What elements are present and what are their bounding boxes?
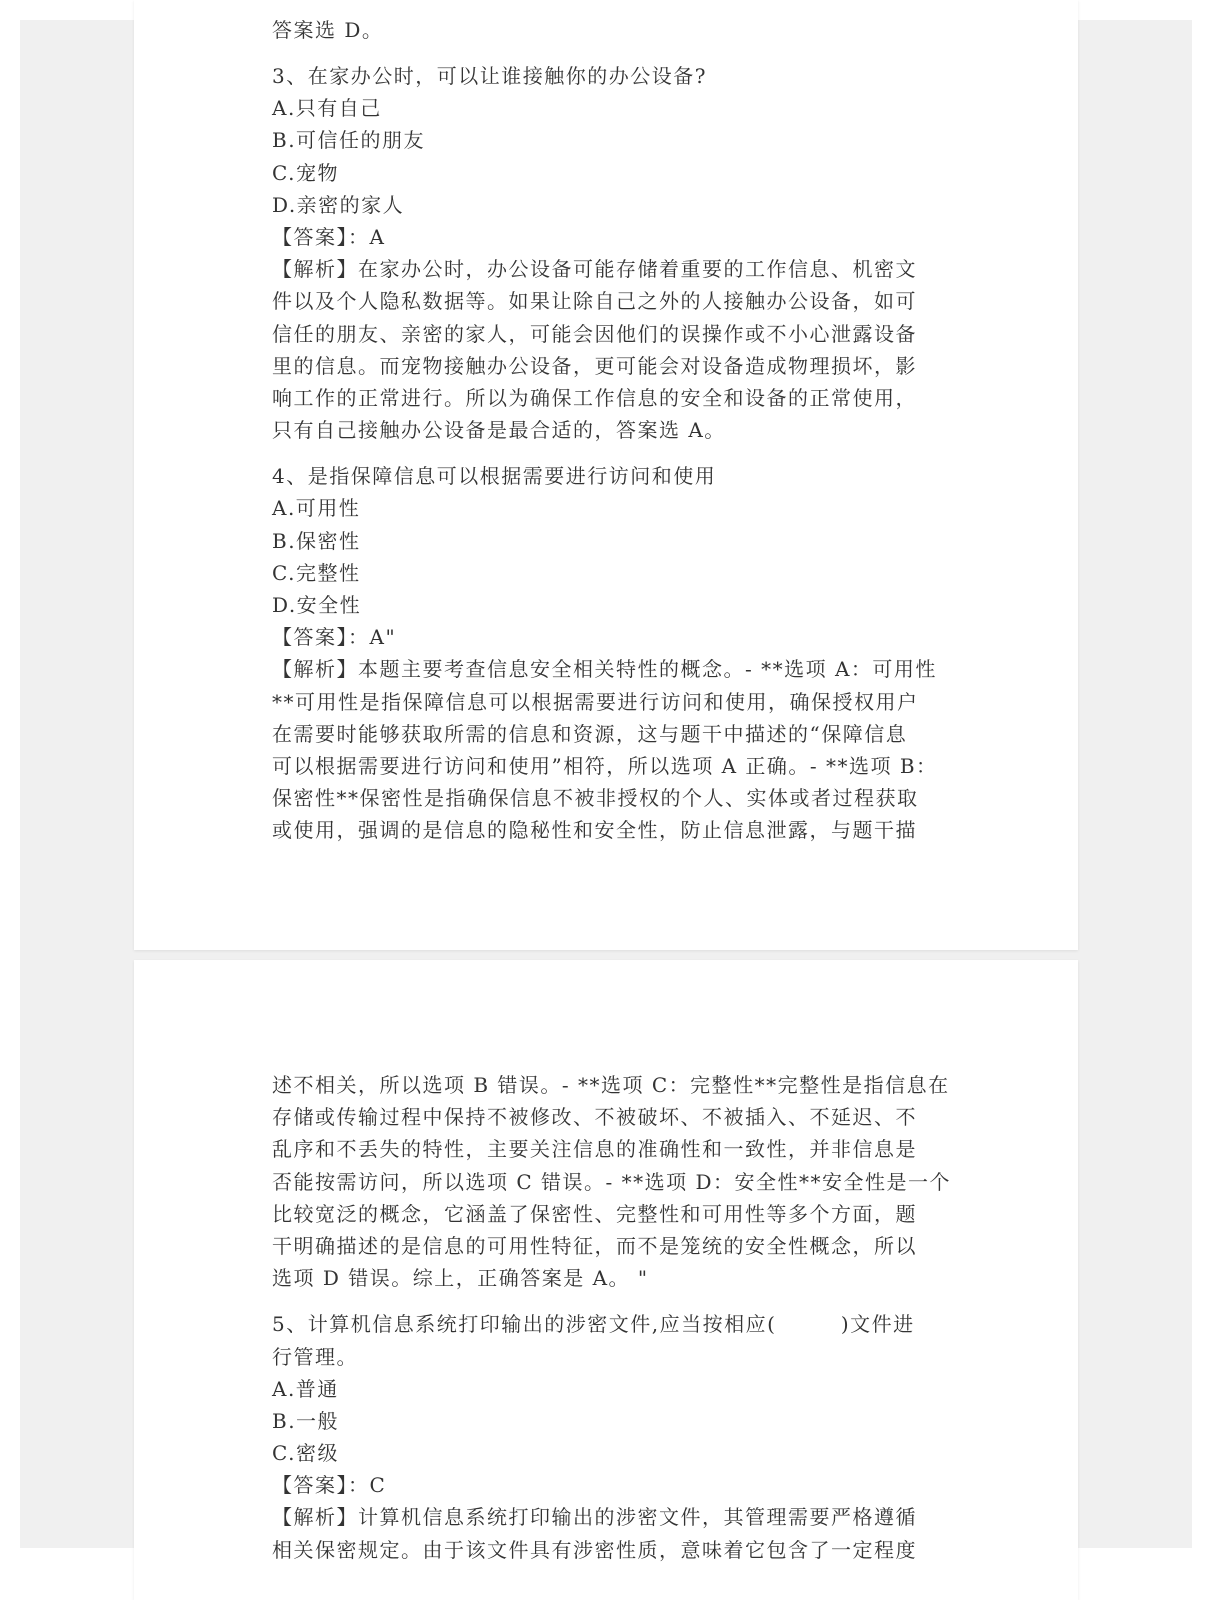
document-page-1: [134, 0, 1078, 950]
question-text: 5、计算机信息系统打印输出的涉密文件,应当按相应( )文件进: [272, 1312, 915, 1337]
analysis-line: 在需要时能够获取所需的信息和资源，这与题干中描述的“保障信息: [272, 721, 908, 746]
analysis-line: 信任的朋友、亲密的家人，可能会因他们的误操作或不小心泄露设备: [272, 321, 917, 346]
analysis-line: 只有自己接触办公设备是最合适的，答案选 A。: [272, 418, 726, 443]
analysis-line: 否能按需访问，所以选项 C 错误。- **选项 D：安全性**安全性是一个: [272, 1169, 952, 1194]
option-c: C.密级: [272, 1441, 339, 1466]
analysis-line: 相关保密规定。由于该文件具有涉密性质，意味着它包含了一定程度: [272, 1537, 917, 1562]
answer-text: 【答案】：C: [272, 1473, 387, 1498]
page-2-content: [272, 1069, 952, 1566]
document-viewer[interactable]: [20, 18, 1192, 1562]
analysis-line: 【解析】在家办公时，办公设备可能存储着重要的工作信息、机密文: [272, 257, 917, 282]
option-d: D.安全性: [272, 593, 362, 617]
question-text: 行管理。: [272, 1344, 358, 1369]
question-4-continued: [272, 1069, 952, 1294]
analysis-line: 比较宽泛的概念，它涵盖了保密性、完整性和可用性等多个方面，题: [272, 1201, 917, 1226]
question-5: [272, 1308, 942, 1566]
analysis-line: 【解析】本题主要考查信息安全相关特性的概念。- **选项 A：可用性: [272, 657, 937, 682]
analysis-line: 响工作的正常进行。所以为确保工作信息的安全和设备的正常使用，: [272, 385, 917, 410]
analysis-line: 乱序和不丢失的特性，主要关注信息的准确性和一致性，并非信息是: [272, 1137, 917, 1162]
analysis-line: 里的信息。而宠物接触办公设备，更可能会对设备造成物理损坏，影: [272, 353, 917, 378]
answer-text: 【答案】：A: [272, 224, 386, 249]
analysis-line: 件以及个人隐私数据等。如果让除自己之外的人接触办公设备，如可: [272, 289, 917, 314]
analysis-line: 存储或传输过程中保持不被修改、不被破坏、不被插入、不延迟、不: [272, 1105, 917, 1130]
analysis-line: 选项 D 错误。综上，正确答案是 A。 ": [272, 1266, 649, 1291]
option-d: D.亲密的家人: [272, 192, 405, 217]
option-b: B.保密性: [272, 528, 361, 553]
analysis-line: 可以根据需要进行访问和使用”相符，所以选项 A 正确。- **选项 B：: [272, 753, 938, 778]
page-1-content: [272, 0, 942, 847]
option-a: A.普通: [272, 1376, 339, 1401]
document-page-2: [134, 960, 1078, 1600]
option-b: B.可信任的朋友: [272, 128, 426, 153]
answer-text: 【答案】：A": [272, 625, 397, 650]
analysis-line: 【解析】计算机信息系统打印输出的涉密文件，其管理需要严格遵循: [272, 1505, 917, 1530]
question-4: [272, 460, 942, 846]
clipped-text-line: 答案选 D。: [272, 18, 384, 42]
question-text: 4、是指保障信息可以根据需要进行访问和使用: [272, 464, 717, 489]
option-b: B.一般: [272, 1408, 340, 1433]
analysis-line: **可用性是指保障信息可以根据需要进行访问和使用，确保授权用户: [272, 689, 919, 714]
analysis-line: 保密性**保密性是指确保信息不被非授权的个人、实体或者过程获取: [272, 786, 919, 811]
option-a: A.可用性: [272, 496, 361, 521]
analysis-line: 述不相关，所以选项 B 错误。- **选项 C：完整性**完整性是指信息在: [272, 1073, 950, 1097]
question-text: 3、在家办公时，可以让谁接触你的办公设备?: [272, 64, 707, 88]
option-c: C.宠物: [272, 160, 339, 185]
analysis-line: 干明确描述的是信息的可用性特征，而不是笼统的安全性概念，所以: [272, 1233, 917, 1258]
analysis-line: 或使用，强调的是信息的隐秘性和安全性，防止信息泄露，与题干描: [272, 818, 917, 843]
option-a: A.只有自己: [272, 96, 382, 121]
option-c: C.完整性: [272, 560, 361, 585]
question-3: [272, 60, 942, 446]
